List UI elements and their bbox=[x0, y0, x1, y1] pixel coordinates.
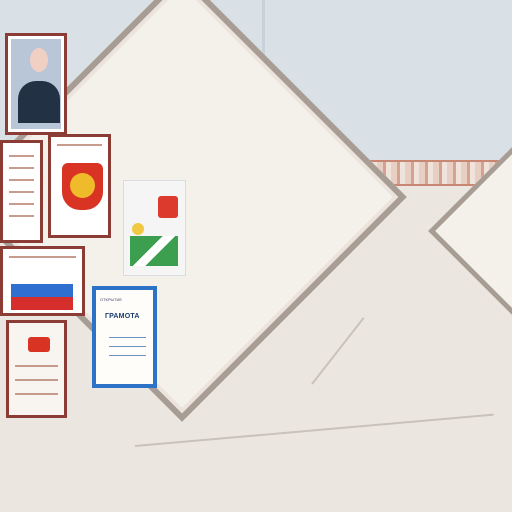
coat-of-arms-center bbox=[70, 173, 95, 198]
municipal-crest bbox=[158, 196, 178, 218]
text-line bbox=[9, 203, 34, 205]
diploma-line bbox=[109, 346, 146, 347]
emblem-caption bbox=[57, 144, 102, 146]
green-white-flag bbox=[130, 236, 178, 266]
certificate-frame bbox=[6, 320, 67, 418]
diploma-line bbox=[109, 355, 146, 356]
municipal-poster bbox=[123, 180, 186, 276]
flag-blue-stripe bbox=[11, 284, 73, 297]
portrait-head bbox=[30, 48, 48, 72]
emblem-frame bbox=[48, 134, 111, 238]
anthem-frame bbox=[0, 140, 43, 243]
diploma-title: ГРАМОТА bbox=[105, 313, 140, 320]
diploma-brand: ОТКРЫТИЕ bbox=[100, 297, 123, 302]
text-line bbox=[9, 179, 34, 181]
diploma bbox=[92, 286, 157, 388]
certificate-line bbox=[15, 393, 58, 395]
text-line bbox=[9, 191, 34, 193]
flag-red-stripe bbox=[11, 297, 73, 310]
text-line bbox=[9, 215, 34, 217]
text-line bbox=[9, 155, 34, 157]
certificate-line bbox=[15, 365, 58, 367]
coat-of-arms bbox=[62, 163, 103, 210]
diploma-line bbox=[109, 337, 146, 338]
portrait-suit bbox=[18, 81, 60, 123]
portrait-frame bbox=[5, 33, 67, 135]
flag-white-stripe bbox=[11, 271, 73, 284]
flag-frame bbox=[0, 246, 85, 316]
certificate-line bbox=[15, 379, 58, 381]
flag-caption bbox=[9, 256, 76, 258]
poster-sun-mark bbox=[132, 223, 144, 235]
mini-emblem bbox=[28, 337, 50, 352]
russian-flag bbox=[11, 271, 73, 311]
text-line bbox=[9, 167, 34, 169]
